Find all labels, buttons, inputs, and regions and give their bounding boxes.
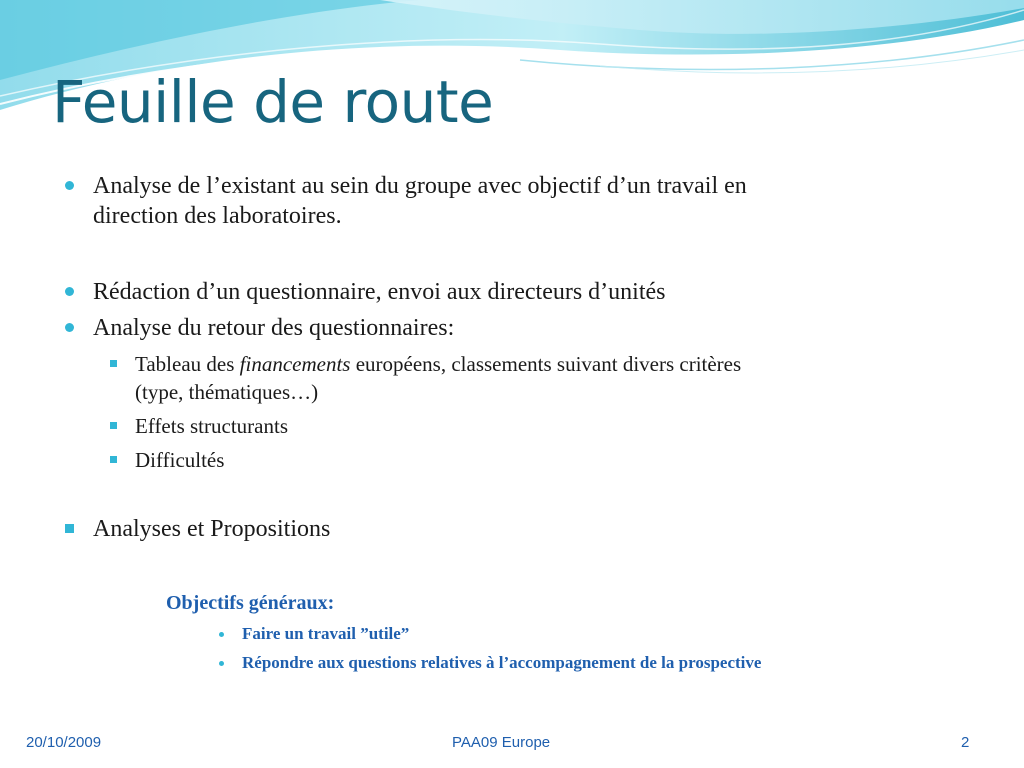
bullet-square-icon [110,456,117,463]
bullet-dot-icon [219,632,224,637]
sub-bullet-3: Difficultés [135,448,225,472]
sub-bullet-1-pre: Tableau des [135,352,240,376]
sub-bullet-1-line-2: (type, thématiques…) [135,380,319,404]
bullet-dot-icon [65,181,74,190]
bullet-2: Rédaction d’un questionnaire, envoi aux directeurs d’unités [93,279,666,305]
bullet-3: Analyse du retour des questionnaires: [93,315,455,341]
bullet-square-icon [110,360,117,367]
slide-title: Feuille de route [52,68,494,136]
sub-bullet-1-emphasis: financements [239,352,351,376]
objective-2: Répondre aux questions relatives à l’accompagnement de la prospective [242,653,762,672]
footer-center-text: PAA09 Europe [452,734,551,751]
objectives-heading: Objectifs généraux: [166,592,335,614]
footer-date: 20/10/2009 [26,734,102,751]
sub-bullet-1-post: européens, classements suivant divers critères [350,352,742,376]
sub-bullet-1-line-1 [135,350,741,378]
sub-bullet-2: Effets structurants [135,414,288,438]
bullet-square-icon [65,524,74,533]
bullet-1-line-1: Analyse de l’existant au sein du groupe avec objectif d’un travail en [93,173,747,199]
bullet-dot-icon [219,661,224,666]
slide-number: 2 [961,734,970,751]
bullet-square-icon [110,422,117,429]
objective-1: Faire un travail ”utile” [242,624,410,643]
bullet-dot-icon [65,287,74,296]
bullet-1-line-2: direction des laboratoires. [93,203,342,229]
bullet-dot-icon [65,323,74,332]
bullet-4: Analyses et Propositions [93,516,331,542]
